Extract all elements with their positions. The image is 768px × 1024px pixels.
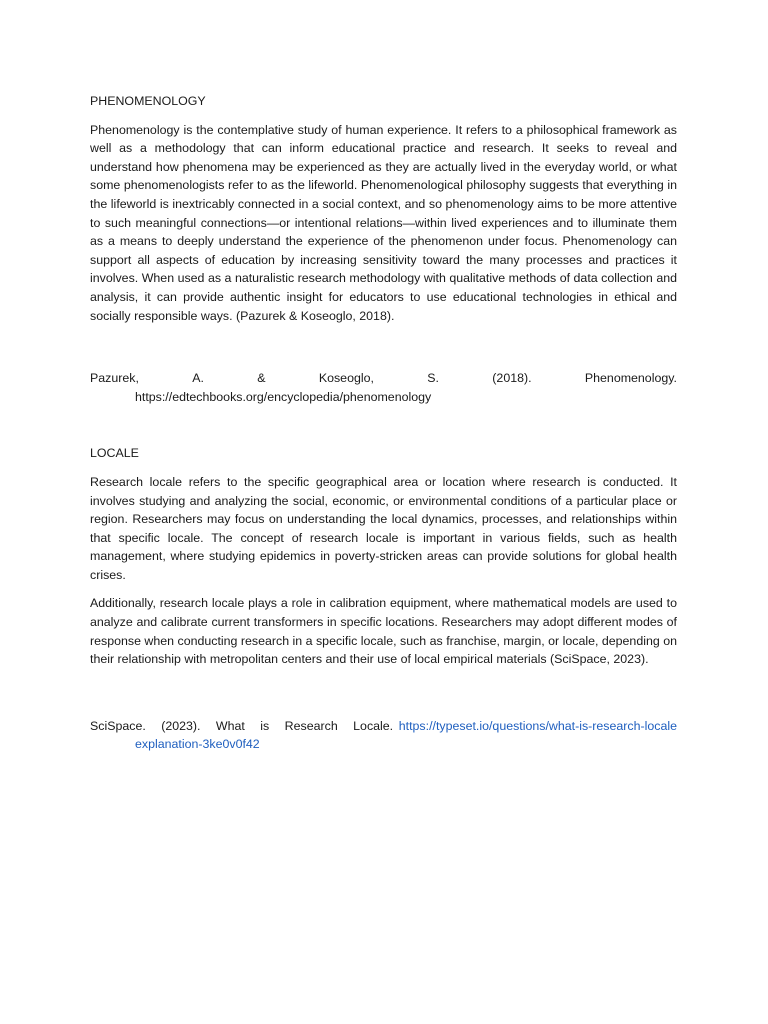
- reference-pazurek-url: https://edtechbooks.org/encyclopedia/phenomenology: [135, 389, 432, 404]
- ref-word: &: [257, 371, 266, 386]
- ref-word: Phenomenology.: [584, 371, 677, 386]
- reference-scispace-line1: [90, 717, 677, 736]
- ref-word: A.: [192, 371, 204, 386]
- heading-locale: LOCALE: [90, 446, 139, 461]
- document-body: [90, 92, 677, 754]
- reference-pazurek: [90, 369, 677, 406]
- reference-scispace-link[interactable]: https://typeset.io/questions/what-is-research-locale: [398, 718, 677, 733]
- reference-pazurek-line1: [90, 369, 677, 388]
- ref-word: Pazurek,: [90, 371, 139, 386]
- paragraph-locale-2: Additionally, research locale plays a role in calibration equipment, where mathematical models are used to analyze and calibrate current transformers in specific locations. Researchers may adopt different modes of response when conducting research in a specific locale, such as franchise, margin, or locale, depending on their relationship with metropolitan centers and their use of local empirical materials (SciSpace, 2023).: [90, 596, 677, 667]
- paragraph-phenomenology: Phenomenology is the contemplative study of human experience. It refers to a philosophical framework as well as a methodology that can inform educational practice and research. It seeks to reveal and understand how phenomena may be experienced as they are actually lived in the everyday world, or what some phenomenologists refer to as the lifeworld. Phenomenological philosophy suggests that everything in the lifeworld is inextricably connected in a social context, and so phenomenology aims to be more attentive to such meaningful connections—or intentional relations—within lived experiences and to illuminate them as a means to deeply understand the experience of the phenomenon under focus. Phenomenology can support all aspects of education by increasing sensitivity toward the many processes and practices it involves. When used as a naturalistic research methodology with qualitative methods of data collection and analysis, it can provide authentic insight for educators to use educational technologies in ethical and socially responsible ways. (Pazurek & Koseoglo, 2018).: [90, 122, 677, 323]
- reference-scispace-text: SciSpace. (2023). What is Research Locale.: [90, 718, 394, 733]
- reference-scispace: [90, 717, 677, 754]
- ref-word: Koseoglo,: [318, 371, 374, 386]
- reference-scispace-link-continued[interactable]: explanation-3ke0v0f42: [135, 737, 260, 752]
- heading-phenomenology: PHENOMENOLOGY: [90, 94, 206, 108]
- ref-word: S.: [427, 371, 439, 386]
- paragraph-locale-1: Research locale refers to the specific geographical area or location where research is conducted. It involves studying and analyzing the social, economic, or environmental conditions of a particular place or region. Researchers may focus on understanding the local dynamics, processes, and relationships within that specific locale. The concept of research locale is important in various fields, such as health management, where studying epidemics in poverty-stricken areas can provide solutions for global health crises.: [90, 474, 677, 582]
- ref-word: (2018).: [492, 371, 532, 386]
